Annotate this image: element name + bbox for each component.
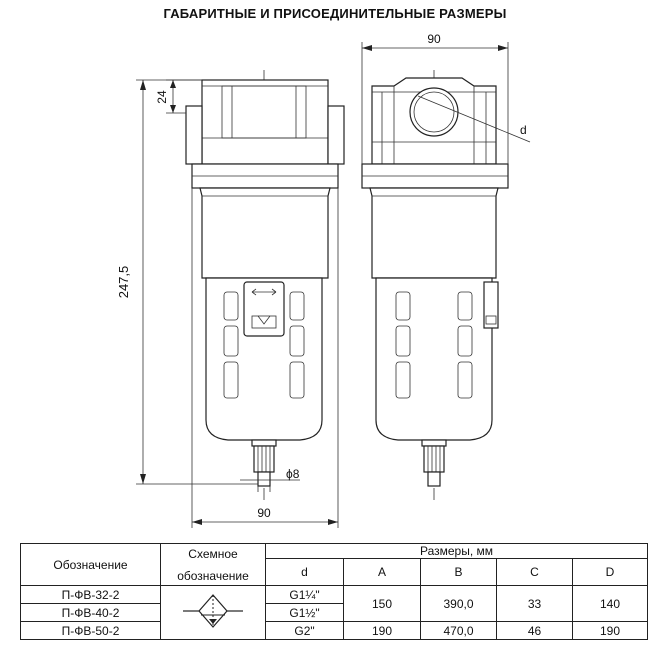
header-dimensions: Размеры, мм	[266, 544, 648, 559]
group1-d: 140	[573, 586, 648, 622]
group2-a: 190	[344, 622, 421, 640]
subheader-b: B	[421, 559, 497, 586]
subheader-d: d	[266, 559, 344, 586]
group2-b: 470,0	[421, 622, 497, 640]
filter-symbol-icon	[181, 591, 245, 631]
row-designation: П-ФВ-32-2	[21, 586, 161, 604]
filter-symbol	[161, 586, 266, 640]
group1-c: 33	[497, 586, 573, 622]
header-schematic-line1: Схемное	[188, 546, 238, 561]
subheader-c: C	[497, 559, 573, 586]
label-d: d	[520, 123, 527, 137]
row-d: G1¼"	[266, 586, 344, 604]
dim-height-label: 247,5	[116, 265, 131, 299]
port-circle	[410, 88, 458, 136]
dim-bottom-width-label: 90	[257, 506, 271, 520]
front-head-block	[202, 80, 328, 164]
side-drain-valve	[424, 446, 444, 486]
dim-port-height-label: 24	[155, 90, 169, 104]
spec-table	[20, 543, 648, 640]
header-schematic-line2: обозначение	[177, 568, 249, 583]
row-d: G1½"	[266, 604, 344, 622]
dim-top-width-label: 90	[427, 32, 441, 46]
subheader-d-dim: D	[573, 559, 648, 586]
group1-a: 150	[344, 586, 421, 622]
side-view	[362, 32, 530, 500]
row-designation: П-ФВ-50-2	[21, 622, 161, 640]
group1-b: 390,0	[421, 586, 497, 622]
group2-d: 190	[573, 622, 648, 640]
subheader-a: A	[344, 559, 421, 586]
dim-drain-label: ϕ8	[286, 467, 300, 481]
group2-c: 46	[497, 622, 573, 640]
row-d: G2"	[266, 622, 344, 640]
header-schematic	[161, 544, 266, 586]
front-view	[116, 70, 344, 528]
header-designation: Обозначение	[21, 544, 161, 586]
page-title: ГАБАРИТНЫЕ И ПРИСОЕДИНИТЕЛЬНЫЕ РАЗМЕРЫ	[163, 6, 507, 21]
side-bowl-upper	[370, 188, 498, 278]
front-bowl-upper	[200, 188, 330, 278]
row-designation: П-ФВ-40-2	[21, 604, 161, 622]
side-bowl-guard	[376, 278, 492, 440]
